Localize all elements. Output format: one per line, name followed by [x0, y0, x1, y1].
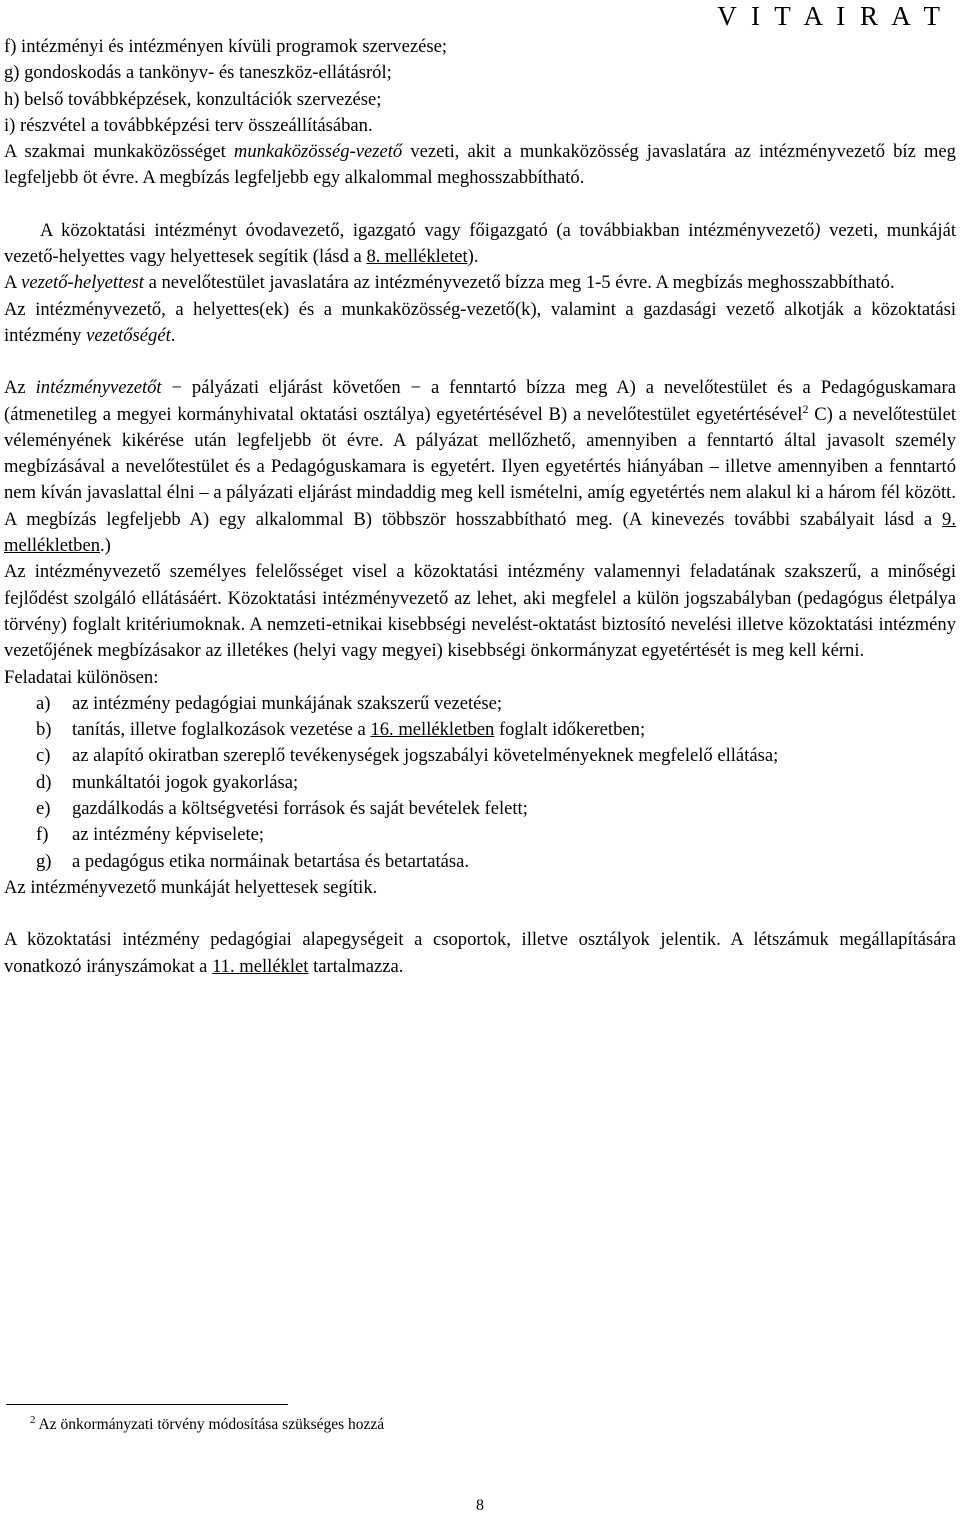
paragraph-vezetoseg: Az intézményvezető, a helyettes(ek) és a munkaközösség-vezető(k), valamint a gazdasági vezető alkotják a közoktatási intézmény vezetőségét.	[4, 298, 956, 346]
footnote-divider	[6, 1404, 288, 1405]
list-item: c) az alapító okiratban szereplő tevékenységek jogszabályi követelményeknek megfelelő ellátása;	[36, 745, 779, 767]
paragraph-helyettesek: Az intézményvezető munkáját helyettesek segítik.	[4, 876, 378, 898]
page-number: 8	[476, 1497, 484, 1514]
tasks-list	[4, 691, 956, 875]
top-list	[4, 34, 956, 139]
footnote-number: 2	[30, 1413, 36, 1426]
link-9-melleklet[interactable]: 9. mellékletben	[4, 508, 956, 557]
footnote-text: Az önkormányzati törvény módosítása szükséges hozzá	[38, 1416, 385, 1433]
list-item: h) belső továbbképzések, konzultációk szervezése;	[4, 88, 382, 110]
footnote-ref[interactable]: 2	[802, 401, 809, 416]
page-header-title: V I T A I R A T	[717, 1, 944, 31]
list-item: b) tanítás, illetve foglalkozások vezetése a 16. mellékletben foglalt időkeretben;	[36, 719, 646, 741]
list-item: g) gondoskodás a tankönyv- és taneszköz-ellátásról;	[4, 62, 392, 84]
link-8-melleklet[interactable]: 8. mellékletet	[366, 246, 468, 268]
list-item: f) intézményi és intézményen kívüli programok szervezése;	[4, 36, 447, 57]
paragraph-felelosseg: Az intézményvezető személyes felelősséget visel a közoktatási intézmény valamennyi feladatának szakszerű, a minőségi fejlődést szolgáló ellátásáért. Közoktatási intézményvezető az lehet, aki megfelel a külön jogszabályban (pedagógus életpálya törvény) foglalt kritériumoknak. A nemzeti-etnikai kisebbségi nevelést-oktatást biztosító nevelési illetve közoktatási intézmény vezetőjének megbízásakor az illetékes (helyi vagy megyei) kisebbségi önkormányzat egyetértését is meg kell kérni.	[4, 561, 956, 662]
paragraph-vezeto-helyettes: A vezető-helyettest a nevelőtestület javaslatára az intézményvezető bízza meg 1-5 évre. A megbízás meghosszabbítható.	[4, 272, 895, 294]
paragraph-munkakozosseg: A szakmai munkaközösséget munkaközösség-vezető vezeti, akit a munkaközösség javaslatára az intézményvezető bíz meg legfeljebb öt évre. A megbízás legfeljebb egy alkalommal meghosszabbítható.	[4, 141, 956, 189]
list-item: i) részvétel a továbbképzési terv összeállításában.	[4, 114, 373, 136]
list-item: g) a pedagógus etika normáinak betartása és betartatása.	[36, 850, 470, 872]
document-page	[4, 0, 956, 980]
paragraph-alapegysegek: A közoktatási intézmény pedagógiai alapegységeit a csoportok, illetve osztályok jelentik. A létszámuk megállapítására vonatkozó irányszámokat a 11. melléklet tartalmazza.	[4, 929, 956, 977]
paragraph-palyazat: Az intézményvezetőt − pályázati eljárást követően − a fenntartó bízza meg A) a nevelőtestület és a Pedagóguskamara (átmenetileg a megyei kormányhivatal oktatási osztálya) egyetértésével B) a nevelőtestület egyetértésével$^2$ C) a nevelőtestület véleményének kikérése után legfeljebb öt évre. A pályázat mellőzhető, amennyiben a fenntartó által javasolt személy megbízásával a nevelőtestület és a Pedagóguskamara is egyetért. Ilyen egyetértés hiányában – illetve amennyiben a fenntartó nem kíván javaslattal élni – a pályázati eljárást mindaddig meg kell ismételni, amíg egyetértés nem alakul ki a három fél között. A megbízás legfeljebb A) egy alkalommal B) többször hosszabbítható meg. (A kinevezés további szabályait lásd a 9. mellékletben.)	[4, 377, 956, 557]
list-item: f) az intézmény képviselete;	[36, 824, 265, 846]
link-16-melleklet[interactable]: 16. mellékletben	[370, 719, 495, 741]
list-item: e) gazdálkodás a költségvetési források és saját bevételek felett;	[36, 798, 528, 820]
list-item: d) munkáltatói jogok gyakorlása;	[36, 771, 299, 793]
paragraph-intezmenyvezeto: A közoktatási intézményt óvodavezető, igazgató vagy főigazgató (a továbbiakban intézményvezető) vezeti, munkáját vezető-helyettes vagy helyettesek segítik (lásd a 8. mellékletet).	[4, 219, 956, 268]
footnote	[30, 1415, 384, 1435]
link-11-melleklet[interactable]: 11. melléklet	[212, 955, 309, 977]
tasks-heading: Feladatai különösen:	[4, 666, 159, 688]
list-item: a) az intézmény pedagógiai munkájának szakszerű vezetése;	[36, 692, 503, 714]
